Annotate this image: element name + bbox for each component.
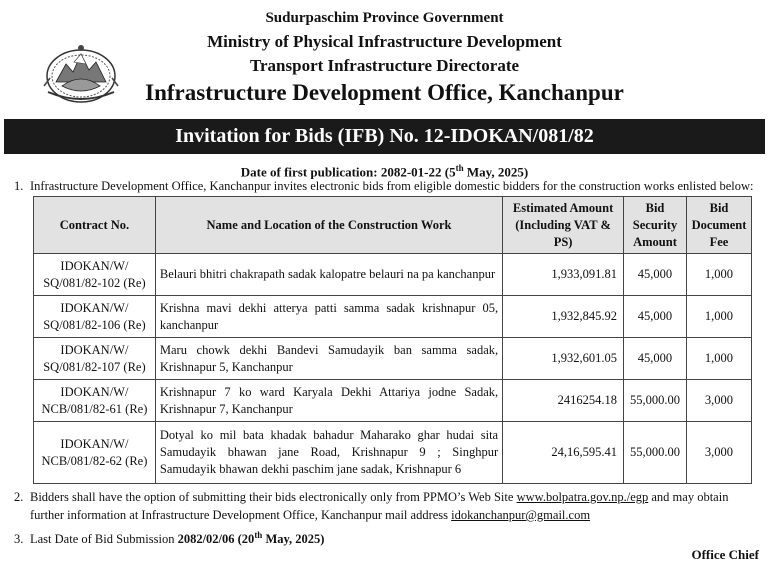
signatory-title: Office Chief (691, 547, 759, 562)
letterhead (0, 8, 769, 108)
table-row (34, 338, 752, 380)
ifb-title-banner: Invitation for Bids (IFB) No. 12-IDOKAN/081/82 (4, 119, 765, 154)
cell-fee: 1,000 (686, 254, 751, 296)
table-row (34, 422, 752, 484)
paragraph-3: 3. Last Date of Bid Submission 2082/02/06 (20th May, 2025) (14, 530, 325, 547)
cell-work-name: Maru chowk dekhi Bandevi Samudayik ban samma sadak, Krishnapur 5, Kanchanpur (155, 338, 502, 380)
cell-fee: 3,000 (686, 422, 751, 484)
col-header-name: Name and Location of the Construction Work (155, 197, 502, 254)
cell-work-name: Dotyal ko mil bata khadak bahadur Maharako ghar hudai sita Samudayik bhawan jane Road, Krishnapur 9 ; Singhpur Samudayik bhawan dekhi paschim jane sadak, Krishnapur 6 (155, 422, 502, 484)
cell-security: 55,000.00 (624, 422, 687, 484)
cell-security: 55,000.00 (624, 380, 687, 422)
item-number: 1. (14, 179, 24, 193)
paragraph-1 (14, 178, 764, 194)
col-header-amount: Estimated Amount (Including VAT & PS) (503, 197, 624, 254)
cell-security: 45,000 (624, 254, 687, 296)
cell-fee: 1,000 (686, 338, 751, 380)
col-header-security: Bid Security Amount (624, 197, 687, 254)
cell-security: 45,000 (624, 338, 687, 380)
cell-amount: 1,932,845.92 (503, 296, 624, 338)
works-table (33, 196, 752, 484)
directorate-name: Transport Infrastructure Directorate (249, 56, 520, 75)
cell-fee: 3,000 (686, 380, 751, 422)
cell-amount: 1,932,601.05 (503, 338, 624, 380)
cell-contract: IDOKAN/W/ SQ/081/82-106 (Re) (34, 296, 156, 338)
office-email-link[interactable]: idokanchanpur@gmail.com (451, 508, 591, 522)
item-number: 3. (14, 532, 24, 547)
paragraph-2: 2. Bidders shall have the option of submitting their bids electronically only from PPMO’s Web Site www.bolpatra.gov.np./egp and may obtain further information at Infrastructure Development Office, Kanchanpur mail address idokanchanpur@gmail.com (14, 490, 729, 522)
cell-amount: 24,16,595.41 (503, 422, 624, 484)
paragraph-text: Infrastructure Development Office, Kanchanpur invites electronic bids from eligible domestic bidders for the construction works enlisted below: (30, 179, 754, 193)
cell-work-name: Krishnapur 7 ko ward Karyala Dekhi Attariya jodne Sadak, Krishnapur 7, Kanchanpur (155, 380, 502, 422)
table-row (34, 380, 752, 422)
col-header-contract: Contract No. (34, 197, 156, 254)
cell-contract: IDOKAN/W/ SQ/081/82-102 (Re) (34, 254, 156, 296)
cell-security: 45,000 (624, 296, 687, 338)
table-row (34, 296, 752, 338)
item-number: 2. (14, 490, 24, 504)
cell-amount: 1,933,091.81 (503, 254, 624, 296)
publication-date: Date of first publication: 2082-01-22 (5th May, 2025) (240, 163, 529, 180)
ministry-name: Ministry of Physical Infrastructure Development (207, 32, 562, 51)
cell-fee: 1,000 (686, 296, 751, 338)
submission-deadline: 2082/02/06 (20th May, 2025) (177, 530, 325, 547)
cell-contract: IDOKAN/W/ NCB/081/82-62 (Re) (34, 422, 156, 484)
col-header-fee: Bid Document Fee (686, 197, 751, 254)
table-header-row (34, 197, 752, 254)
ppmo-website-link[interactable]: www.bolpatra.gov.np./egp (516, 490, 649, 504)
cell-amount: 2416254.18 (503, 380, 624, 422)
office-name: Infrastructure Development Office, Kanchanpur (145, 80, 624, 105)
cell-contract: IDOKAN/W/ NCB/081/82-61 (Re) (34, 380, 156, 422)
cell-work-name: Belauri bhitri chakrapath sadak kalopatre belauri na pa kanchanpur (155, 254, 502, 296)
cell-work-name: Krishna mavi dekhi atterya patti samma sadak krishnapur 05, kanchanpur (155, 296, 502, 338)
table-row (34, 254, 752, 296)
cell-contract: IDOKAN/W/ SQ/081/82-107 (Re) (34, 338, 156, 380)
province-name: Sudurpaschim Province Government (265, 10, 504, 26)
